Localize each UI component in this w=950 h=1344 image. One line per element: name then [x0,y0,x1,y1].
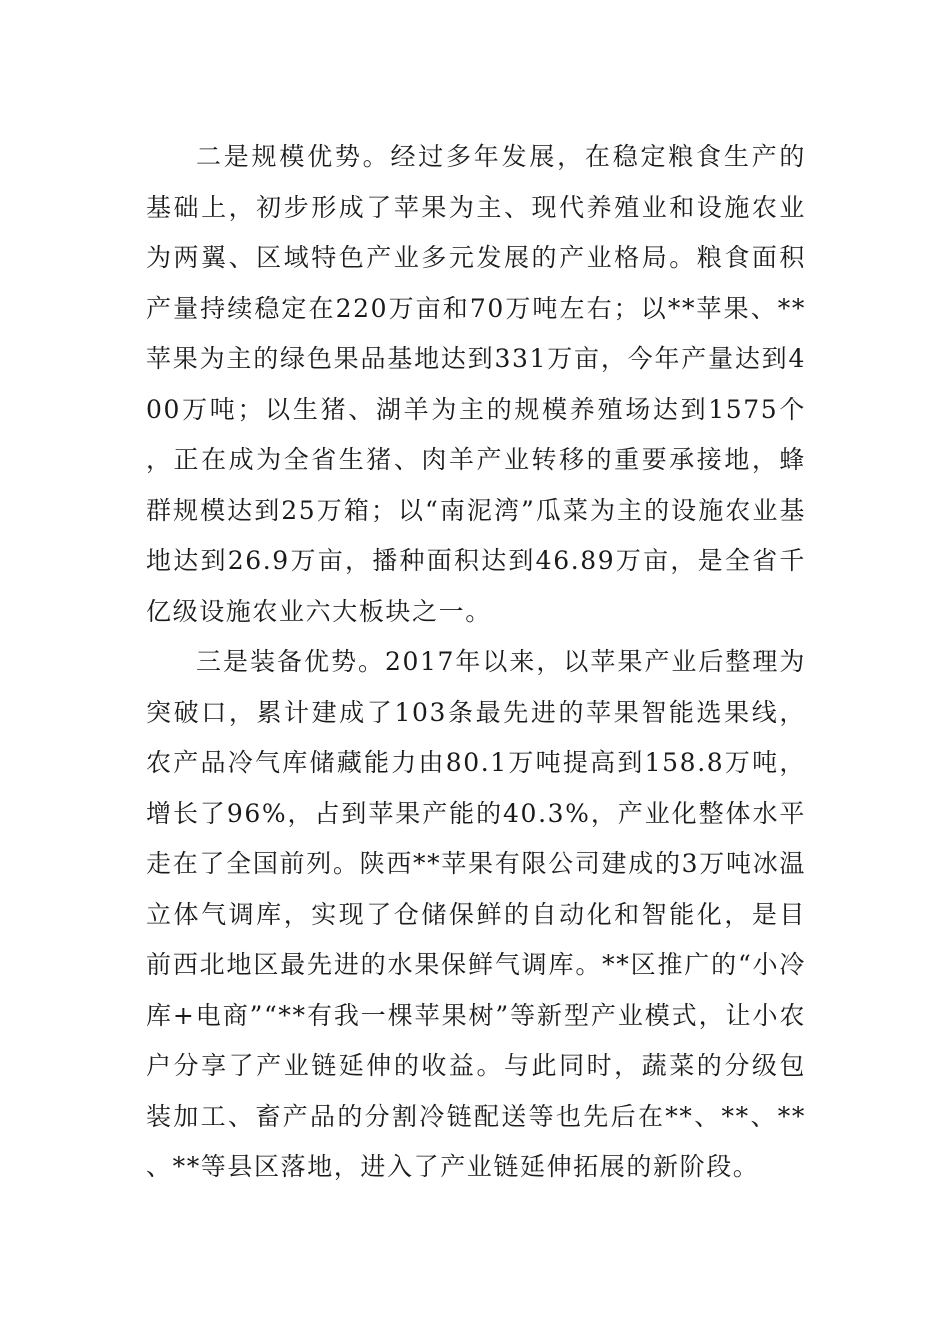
paragraph-scale-advantage: 二是规模优势。经过多年发展，在稳定粮食生产的基础上，初步形成了苹果为主、现代养殖业和设施农业为两翼、区域特色产业多元发展的产业格局。粮食面积产量持续稳定在220万亩和70万吨左右；以**苹果、**苹果为主的绿色果品基地达到331万亩，今年产量达到400万吨；以生猪、湖羊为主的规模养殖场达到1575个，正在成为全省生猪、肉羊产业转移的重要承接地，蜂群规模达到25万箱；以“南泥湾”瓜菜为主的设施农业基地达到26.9万亩，播种面积达到46.89万亩，是全省千亿级设施农业六大板块之一。 [146,142,806,626]
paragraph-equipment-advantage: 三是装备优势。2017年以来，以苹果产业后整理为突破口，累计建成了103条最先进的苹果智能选果线，农产品冷气库储藏能力由80.1万吨提高到158.8万吨，增长了96%，占到苹果产能的40.3%，产业化整体水平走在了全国前列。陕西**苹果有限公司建成的3万吨冰温立体气调库，实现了仓储保鲜的自动化和智能化，是目前西北地区最先进的水果保鲜气调库。**区推广的“小冷库+电商”“**有我一棵苹果树”等新型产业模式，让小农户分享了产业链延伸的收益。与此同时，蔬菜的分级包装加工、畜产品的分割冷链配送等也先后在**、**、**、**等县区落地，进入了产业链延伸拓展的新阶段。 [146,647,806,1181]
document-body [146,132,806,1193]
